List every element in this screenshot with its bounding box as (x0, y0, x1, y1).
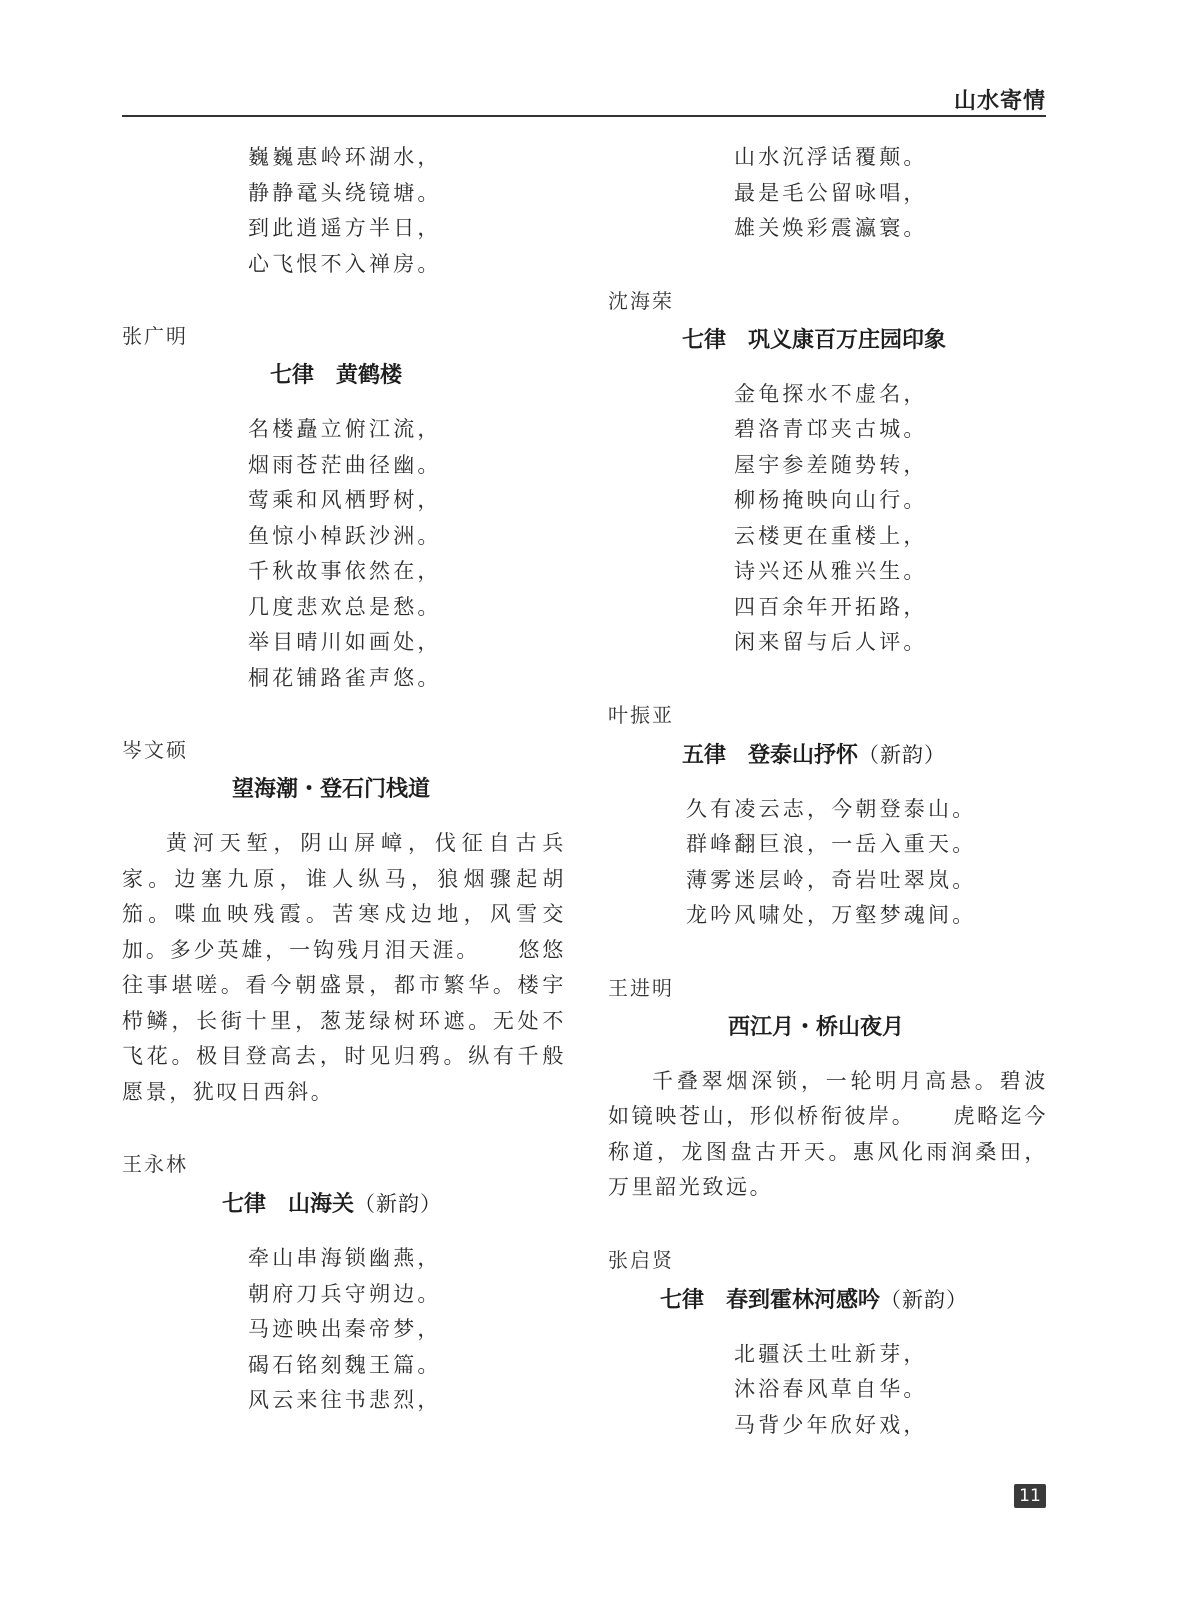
poem-title: 望海潮・登石门栈道 (232, 777, 431, 802)
poem-name: 巩义康百万庄园印象 (748, 327, 947, 353)
left-column (122, 140, 566, 1419)
verse-line: 牵山串海锁幽燕， (248, 1246, 442, 1270)
verse-line: 烟雨苍茫曲径幽。 (248, 452, 442, 477)
poem-verse (608, 377, 1048, 661)
poem-title (122, 1186, 566, 1223)
prose-part: 千叠翠烟深锁，一轮明月高悬。碧波如镜映苍山，形似桥衔彼岸。 (608, 1068, 1048, 1128)
right-column (608, 140, 1048, 1443)
poem-form: 七律 (222, 1192, 267, 1217)
verse-line: 金龟探水不虚名， (734, 381, 928, 406)
poem-name: 登泰山抒怀 (748, 742, 859, 768)
verse-line: 到此逍遥方半日， (248, 216, 442, 240)
carryover-verse-left (122, 140, 566, 282)
verse-line: 举目晴川如画处， (248, 630, 442, 654)
verse-line: 静静鼋头绕镜塘。 (248, 180, 442, 205)
poem-title (608, 737, 1048, 774)
prose-part: 虎略迄今称道，龙图盘古开天。惠风化雨润桑田，万里韶光致远。 (608, 1104, 1048, 1199)
poem-title (608, 1282, 1048, 1319)
prose-part: 黄河天堑，阴山屏嶂，伐征自古兵家。边塞九原，谁人纵马，狼烟骤起胡笳。喋血映残霞。苦寒戍边地，风雪交加。多少英雄，一钩残月泪天涯。 (122, 831, 566, 962)
verse-line: 朝府刀兵守朔边。 (248, 1281, 442, 1306)
poem-name: 黄鹤楼 (336, 363, 403, 388)
verse-line: 千秋故事依然在， (248, 559, 442, 583)
verse-line: 沐浴春风草自华。 (734, 1377, 928, 1401)
verse-line: 名楼矗立俯江流， (248, 417, 442, 441)
poem-author: 张广明 (122, 324, 188, 348)
verse-line: 薄雾迷层岭，奇岩吐翠岚。 (686, 867, 977, 892)
poem-note: （新韵） (354, 1192, 443, 1216)
verse-line: 屋宇参差随势转， (734, 452, 928, 477)
poem-title: 西江月・桥山夜月 (728, 1014, 905, 1040)
verse-line: 心飞恨不入禅房。 (248, 251, 442, 276)
poem-author: 沈海荣 (608, 288, 674, 313)
verse-line: 巍巍惠岭环湖水， (248, 145, 442, 169)
poem-author: 张启贤 (608, 1247, 674, 1272)
poem-note: （新韵） (880, 1287, 969, 1312)
verse-line: 柳杨掩映向山行。 (734, 488, 928, 512)
section-title: 山水寄情 (953, 89, 1046, 114)
poem-author: 叶振亚 (608, 702, 674, 727)
verse-line: 几度悲欢总是愁。 (248, 594, 442, 619)
poem-author: 王永林 (122, 1152, 188, 1176)
poem-prose (608, 1064, 1048, 1206)
verse-line: 马背少年欣好戏， (734, 1412, 928, 1437)
verse-line: 久有凌云志，今朝登泰山。 (686, 796, 977, 821)
poem-author: 王进明 (608, 975, 674, 1000)
verse-line: 雄关焕彩震瀛寰。 (734, 216, 928, 240)
poem-title (608, 323, 1048, 359)
verse-line: 云楼更在重楼上， (734, 523, 928, 548)
poem-verse (122, 412, 566, 696)
poem-form: 五律 (682, 742, 727, 768)
verse-line: 莺乘和风栖野树， (248, 488, 442, 512)
page-number: 11 (1014, 1484, 1046, 1508)
poem-prose (122, 826, 566, 1110)
poem-verse (608, 1337, 1048, 1444)
carryover-verse-right (608, 140, 1048, 247)
poem-verse (608, 792, 1048, 934)
poem-author: 岑文硕 (122, 738, 188, 762)
poem-title (122, 358, 566, 394)
verse-line: 最是毛公留咏唱， (734, 180, 928, 205)
verse-line: 闲来留与后人评。 (734, 630, 928, 654)
verse-line: 桐花铺路雀声悠。 (248, 665, 442, 690)
verse-line: 北疆沃土吐新芽， (734, 1341, 928, 1366)
verse-line: 风云来往书悲烈， (248, 1388, 442, 1412)
poem-name: 春到霍林河感吟 (726, 1287, 881, 1313)
poem-verse (122, 1241, 566, 1419)
verse-line: 诗兴还从雅兴生。 (734, 559, 928, 583)
verse-line: 龙吟风啸处，万壑梦魂间。 (686, 903, 977, 927)
verse-line: 群峰翻巨浪，一岳入重天。 (686, 832, 977, 856)
poem-name: 山海关 (288, 1192, 355, 1217)
verse-line: 碣石铭刻魏王篇。 (248, 1352, 442, 1377)
prose-part: 悠悠往事堪嗟。看今朝盛景，都市繁华。楼宇栉鳞，长街十里，葱茏绿树环遮。无处不飞花。极目登高去，时见归鸦。纵有千般愿景，犹叹日西斜。 (122, 937, 566, 1104)
poem-form: 七律 (660, 1287, 705, 1313)
verse-line: 碧洛青邙夹古城。 (734, 417, 928, 441)
verse-line: 马迹映出秦帝梦， (248, 1317, 442, 1341)
verse-line: 山水沉浮话覆颠。 (734, 145, 928, 169)
header-divider (122, 115, 1046, 117)
poem-note: （新韵） (858, 742, 947, 767)
verse-line: 四百余年开拓路， (734, 594, 928, 619)
poem-form: 七律 (682, 327, 727, 353)
poem-form: 七律 (270, 363, 315, 388)
verse-line: 鱼惊小棹跃沙洲。 (248, 523, 442, 548)
